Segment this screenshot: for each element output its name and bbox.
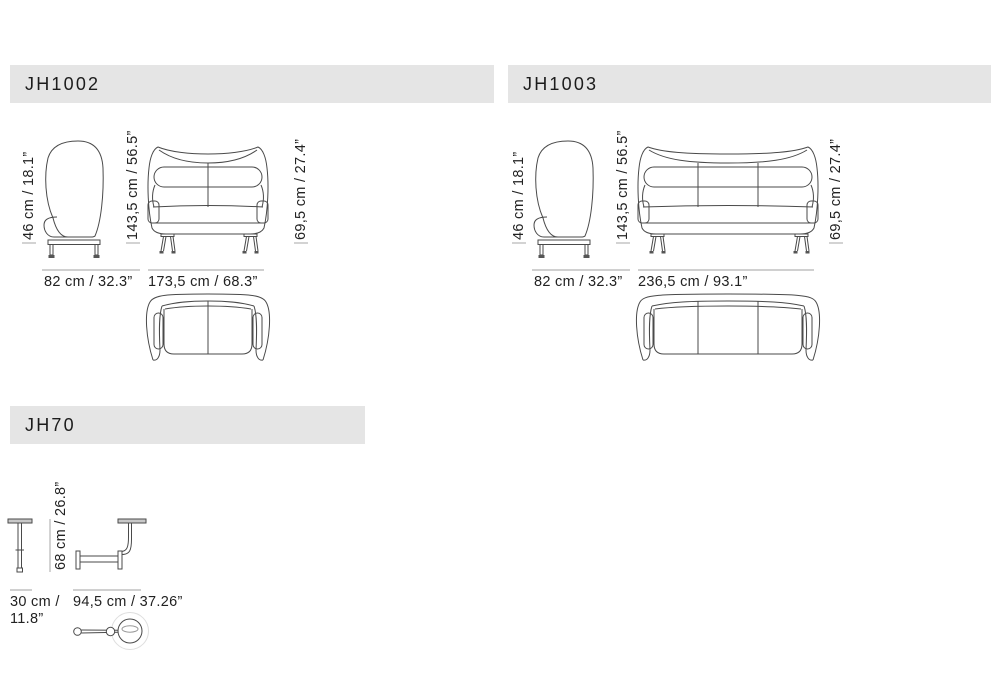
jh1002-title: JH1002	[25, 73, 101, 94]
jh70-height-label: 68 cm / 26.8”	[53, 481, 69, 570]
jh1002-top-view	[146, 294, 269, 360]
leg-foot	[49, 255, 55, 258]
jh70-top-diameter-label-line1: 30 cm /	[10, 594, 60, 610]
back-cushion-line	[655, 306, 801, 309]
leg-foot	[539, 255, 545, 258]
tabletop-circle	[118, 619, 142, 643]
jh1002-drawings	[0, 130, 340, 395]
side-seam	[811, 185, 813, 207]
armrest-pad-top	[644, 313, 653, 349]
tabletop-side	[118, 519, 146, 523]
jh1002-height-label: 143,5 cm / 56.5”	[125, 130, 141, 240]
body-outline	[638, 147, 818, 234]
jh1003-height-label: 143,5 cm / 56.5”	[615, 130, 631, 240]
jh70-drawings	[0, 455, 260, 675]
jh1003-drawings	[490, 130, 870, 395]
jh1002-side-view	[21, 141, 140, 290]
jh1003-header-bar	[508, 65, 991, 103]
seat-top-line	[643, 206, 813, 208]
jh1002-header-bar	[10, 65, 494, 103]
jh1003-title: JH1003	[523, 73, 599, 94]
stem-foot	[17, 568, 23, 572]
side-seam	[261, 185, 263, 207]
jh1003-side-view	[511, 141, 630, 290]
armrest-pad-top	[154, 313, 163, 349]
armrest-pad-top	[253, 313, 262, 349]
shell-outline	[46, 141, 103, 237]
rail-end-cap	[76, 551, 80, 569]
foot-circle	[74, 628, 82, 636]
front-leg	[650, 234, 666, 254]
jh70-length-label: 94,5 cm / 37.26”	[73, 594, 183, 610]
leg	[540, 245, 543, 256]
jh1003-front-view	[615, 130, 844, 290]
leg-foot	[94, 255, 100, 258]
tabletop	[8, 519, 32, 523]
joint-circle	[106, 627, 114, 635]
back-inner-line	[652, 301, 804, 306]
base-frame	[48, 240, 100, 245]
seat-seam	[698, 163, 758, 207]
jh70-top-view	[74, 613, 149, 650]
jh1002-width-label: 173,5 cm / 68.3”	[148, 274, 258, 290]
jh1003-seat-height-label: 46 cm / 18.1”	[511, 151, 527, 240]
armrest-pad-top	[803, 313, 812, 349]
front-leg	[794, 234, 810, 254]
jh1002-armrest-height-label: 69,5 cm / 27.4”	[293, 138, 309, 240]
side-seam	[153, 185, 155, 207]
base-rail	[80, 556, 118, 562]
seat-outline	[654, 309, 802, 354]
jh70-header-bar	[10, 406, 365, 444]
jh70-top-diameter-label-line2: 11.8”	[10, 611, 44, 627]
jh1003-width-label: 236,5 cm / 93.1”	[638, 274, 748, 290]
jh1002-front-view	[125, 130, 309, 290]
jh1002-depth-label: 82 cm / 32.3”	[44, 274, 133, 290]
jh1003-top-view	[636, 294, 819, 360]
front-leg	[243, 234, 259, 254]
stem	[18, 523, 22, 568]
back-top-seam	[159, 150, 257, 163]
leg-foot	[584, 255, 590, 258]
front-leg	[160, 234, 176, 254]
leg	[95, 245, 98, 256]
jh1002-seat-height-label: 46 cm / 18.1”	[21, 151, 37, 240]
side-seam	[643, 185, 645, 207]
jh1003-depth-label: 82 cm / 32.3”	[534, 274, 623, 290]
base-frame	[538, 240, 590, 245]
back-cushion	[644, 167, 812, 187]
curved-stem	[122, 523, 132, 555]
jh70-title: JH70	[25, 414, 76, 435]
leg	[50, 245, 53, 256]
leg	[585, 245, 588, 256]
shell-outline	[536, 141, 593, 237]
jh70-front-view	[8, 481, 69, 572]
seat-seam-top	[698, 301, 758, 354]
rail-end-cap	[118, 551, 122, 569]
jh1003-armrest-height-label: 69,5 cm / 27.4”	[828, 138, 844, 240]
jh70-side-view	[76, 519, 146, 569]
